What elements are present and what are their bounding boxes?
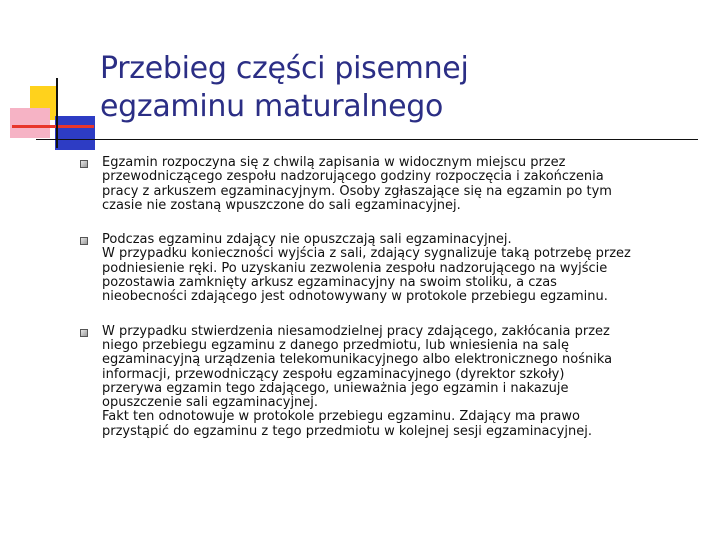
bullet-item-leaving	[80, 233, 680, 304]
ornament-vertical-line	[56, 78, 58, 148]
bullet-text-leaving: Podczas egzaminu zdający nie opuszczają sali egzaminacyjnej. W przypadku konieczności wyjścia z sali, zdający sygnalizuje taką potrzebę przez podniesienie ręki. Po uzyskaniu zezwolenia zespołu nadzorującego na wyjście pozostawia zamknięty arkusz egzaminacyjny na swoim stoliku, a czas nieobecności zdającego jest odnotowywany w protokole przebiegu egzaminu.	[102, 232, 631, 305]
bullet-text-cheating: W przypadku stwierdzenia niesamodzielnej pracy zdającego, zakłócania przez niego przebiegu egzaminu z danego przedmiotu, lub wniesienia na salę egzaminacyjną urządzenia telekomunikacyjnego albo elektronicznego nośnika informacji, przewodniczący zespołu egzaminacyjnego (dyrektor szkoły) przerywa egzamin tego zdającego, unieważnia jego egzamin i nakazuje opuszczenie sali egzaminacyjnej. Fakt ten odnotowuje w protokole przebiegu egzaminu. Zdający ma prawo przystąpić do egzaminu z tego przedmiotu w kolejnej sesji egzaminacyjnej.	[102, 323, 613, 439]
ornament-blue-square	[55, 116, 95, 150]
square-bullet-icon	[80, 160, 88, 168]
slide-title	[100, 50, 660, 126]
bullet-item-start	[80, 156, 680, 213]
bullet-text-start: Egzamin rozpoczyna się z chwilą zapisania w widocznym miejscu przez przewodniczącego zespołu nadzorującego godziny rozpoczęcia i zakończenia pracy z arkuszem egzaminacyjnym. Osoby zgłaszające się na egzamin po tym czasie nie zostaną wpuszczone do sali egzaminacyjnej.	[102, 155, 612, 213]
title-divider-line	[36, 139, 698, 140]
slide-title-line-2: egzaminu maturalnego	[100, 89, 444, 124]
ornament-red-line	[12, 125, 94, 128]
square-bullet-icon	[80, 237, 88, 245]
bullet-item-cheating	[80, 325, 680, 439]
ornament-pink-square	[10, 108, 50, 138]
decorative-ornament	[0, 0, 110, 160]
slide-title-line-1: Przebieg części pisemnej	[100, 51, 469, 86]
bullet-list	[80, 156, 680, 439]
square-bullet-icon	[80, 329, 88, 337]
